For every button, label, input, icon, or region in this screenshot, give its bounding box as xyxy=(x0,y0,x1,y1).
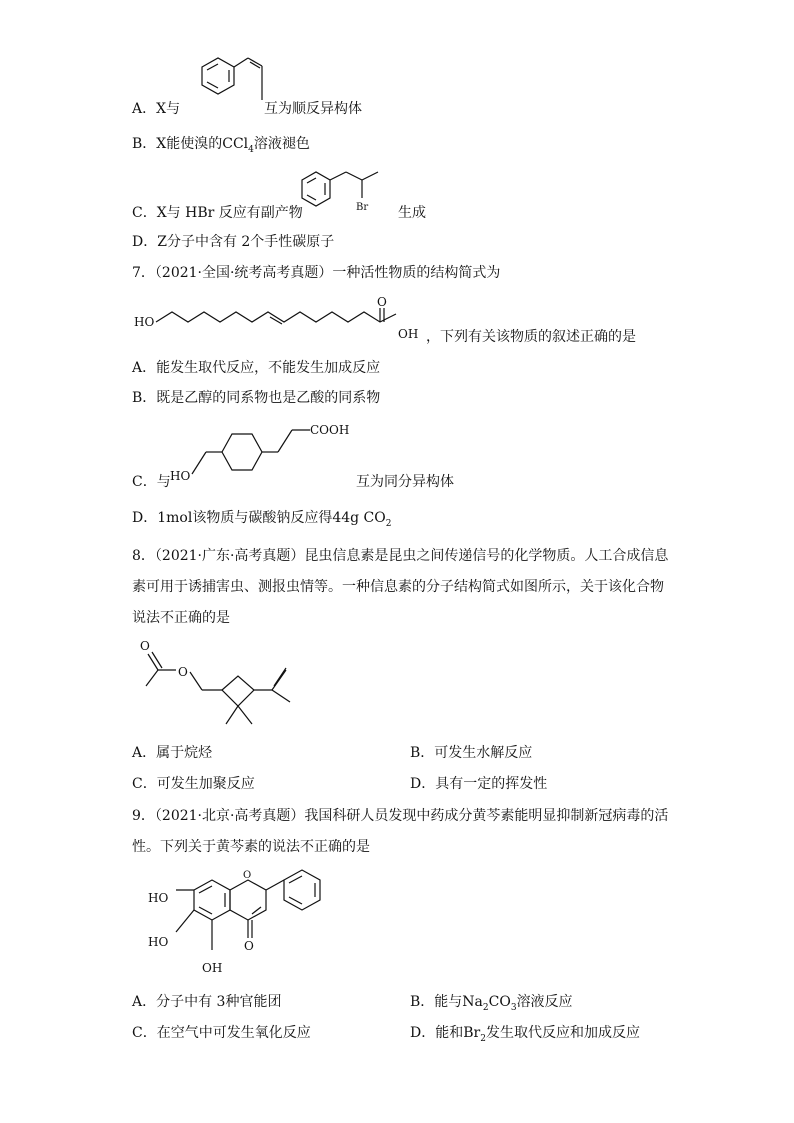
baicalein-structure xyxy=(146,866,366,982)
q9-b-sub2: 3 xyxy=(510,1002,517,1013)
q7-stem: 7．（2021·全国·统考高考真题）一种活性物质的结构简式为 xyxy=(132,265,501,281)
q7-c-suffix: 互为同分异构体 xyxy=(356,474,454,490)
q8-o2-label: O xyxy=(178,665,188,679)
q9-option-c: C．在空气中可发生氧化反应 xyxy=(132,1025,311,1041)
q7-option-c: C．与 xyxy=(132,474,171,490)
q7-d-prefix: D．1mol该物质与碳酸钠反应得44g CO xyxy=(132,510,386,526)
q6-option-b xyxy=(132,135,310,159)
q7-oh-label: OH xyxy=(398,327,419,341)
q8-stem-line2: 素可用于诱捕害虫、测报虫情等。一种信息素的分子结构简式如图所示，关于该化合物 xyxy=(132,579,664,595)
q6-a-suffix: 互为顺反异构体 xyxy=(264,101,362,117)
q9-ho1-label: HO xyxy=(148,891,169,905)
q7-stem-tail: ，下列有关该物质的叙述正确的是 xyxy=(426,329,636,345)
q7-d-subscript: 2 xyxy=(385,518,392,529)
q6-b-suffix: 溶液褪色 xyxy=(253,136,310,152)
q9-d-subscript: 2 xyxy=(480,1033,486,1044)
q8-o1-label: O xyxy=(140,639,150,653)
q8-option-c: C．可发生加聚反应 xyxy=(132,776,255,792)
q9-stem-line1: 9．（2021·北京·高考真题）我国科研人员发现中药成分黄芩素能明显抑制新冠病毒的活 xyxy=(132,808,669,824)
q9-oh-label: OH xyxy=(202,961,223,975)
q7-o-label: O xyxy=(377,295,387,309)
q9-option-a: A．分子中有 3种官能团 xyxy=(132,994,282,1010)
q9-option-b xyxy=(410,993,573,1017)
q9-b-sub1: 2 xyxy=(482,1002,489,1013)
q7-cooh-label: COOH xyxy=(310,423,350,437)
q7-ho-label: HO xyxy=(134,315,155,329)
q9-stem-line2: 性。下列关于黄芩素的说法不正确的是 xyxy=(132,839,370,855)
q7-option-d xyxy=(132,509,391,533)
q7-hydroxy-acid-structure xyxy=(130,294,430,350)
q9-b-mid: CO xyxy=(488,994,511,1010)
q8-option-d: D．具有一定的挥发性 xyxy=(410,776,548,792)
q8-option-b: B．可发生水解反应 xyxy=(410,745,533,761)
q7-option-a: A．能发生取代反应，不能发生加成反应 xyxy=(132,360,381,376)
q8-stem-line3: 说法不正确的是 xyxy=(132,610,230,626)
q6-b-subscript: 4 xyxy=(248,144,254,155)
q6-option-c: C．X与 HBr 反应有副产物 xyxy=(132,205,303,221)
q8-pheromone-structure xyxy=(136,636,316,736)
q9-d-prefix: D．能和Br xyxy=(410,1025,481,1041)
q8-option-a: A．属于烷烃 xyxy=(132,745,213,761)
q6-option-a xyxy=(132,100,180,118)
q6-option-d: D．Z分子中含有 2个手性碳原子 xyxy=(132,234,335,250)
q8-stem-line1: 8．（2021·广东·高考真题）昆虫信息素是昆虫之间传递信号的化学物质。人工合成信息 xyxy=(132,548,669,564)
q9-ho2-label: HO xyxy=(148,935,169,949)
q9-d-suffix: 发生取代反应和加成反应 xyxy=(485,1025,640,1041)
q9-ring-o-label: O xyxy=(243,870,252,881)
bromopropylbenzene-structure xyxy=(296,166,406,226)
q7-c-ho-label: HO xyxy=(170,469,191,483)
q9-b-prefix: B．能与Na xyxy=(410,994,483,1010)
q7-option-b: B．既是乙醇的同系物也是乙酸的同系物 xyxy=(132,390,381,406)
q9-keto-o-label: O xyxy=(244,939,254,953)
br-label: Br xyxy=(356,202,369,213)
cis-styrene-structure xyxy=(182,52,272,112)
q9-option-d xyxy=(410,1024,640,1048)
q6-b-prefix: B．X能使溴的CCl xyxy=(132,136,249,152)
q9-b-suffix: 溶液反应 xyxy=(516,994,573,1010)
q6-a-prefix: A．X与 xyxy=(132,101,181,117)
q7-cyclohexyl-structure xyxy=(160,418,380,488)
q6-c-suffix: 生成 xyxy=(398,205,426,221)
